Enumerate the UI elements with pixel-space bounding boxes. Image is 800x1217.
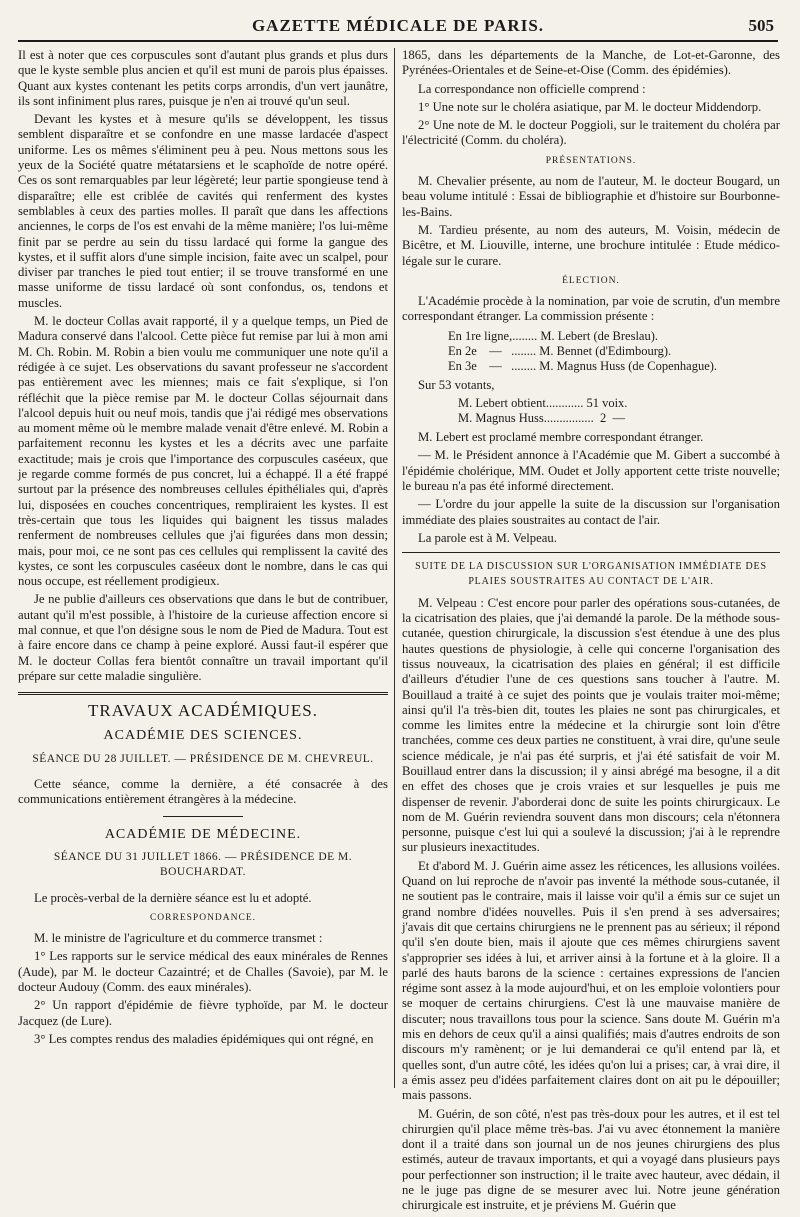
correspondance-label: CORRESPONDANCE. xyxy=(149,912,257,923)
paragraph: M. Lebert est proclamé membre correspondant étranger. xyxy=(418,430,704,445)
vote-row: M. Lebert obtient............ 51 voix. xyxy=(458,396,628,411)
list-item: 2° Un rapport d'épidémie de fièvre typhoïde, par M. le docteur Jacquez (de Lure). xyxy=(18,998,388,1028)
candidates-list xyxy=(448,329,780,374)
paragraph: M. Chevalier présente, au nom de l'auteur, M. le docteur Bougard, un beau volume intitulé : Essai de bibliographie et d'histoire sur Bourbonne-les-Bains. xyxy=(402,174,780,219)
paragraph: 1865, dans les départements de la Manche, de Lot-et-Garonne, des Pyrénées-Orientales et de Seine-et-Oise (Comm. des épidémies). xyxy=(402,48,780,78)
paragraph: La correspondance non officielle comprend : xyxy=(418,81,646,96)
journal-title: GAZETTE MÉDICALE DE PARIS. xyxy=(251,16,545,35)
paragraph: Cette séance, comme la dernière, a été consacrée à des communications entièrement étrangères à la médecine. xyxy=(18,777,388,807)
candidate-row: En 1re ligne,........ M. Lebert (de Breslau). xyxy=(448,328,659,343)
paragraph: Il est à noter que ces corpuscules sont d'autant plus grands et plus durs que le kyste semble plus ancien et qu'il est muni de parois plus épaisses. Quant aux kystes contenant les petits corps arrondis, d'un vert jaunâtre, ils sont infiniment plus rares, puisque je n'en ai trouvé qu'un seul. xyxy=(18,48,388,108)
paragraph: M. le ministre de l'agriculture et du commerce transmet : xyxy=(34,931,323,946)
vote-row: M. Magnus Huss................ 2 — xyxy=(458,411,626,426)
paragraph: M. Guérin, de son côté, n'est pas très-doux pour les autres, et il est tel chirurgien qu'il place même très-bas. J'ai vu avec étonnement la manière dont il a traité dans son journal un de nos jeunes chirurgiens des plus estimés, auteur de travaux importants, et qui a voyagé dans plusieurs pays pour perfectionner son instruction; il le traite avec hauteur, avec dédain, il ne le juge pas digne de se mesurer avec lui. Notre jeune génération chirurgicale est instruite, et je préviens M. Guérin que xyxy=(402,1106,780,1213)
discussion-title: SUITE DE LA DISCUSSION SUR L'ORGANISATION IMMÉDIATE DES PLAIES SOUSTRAITES AU CONTACT DE L'AIR. xyxy=(415,561,767,588)
list-item: 1° Une note sur le choléra asiatique, par M. le docteur Middendorp. xyxy=(418,99,762,114)
election-label: ÉLECTION. xyxy=(562,275,620,286)
paragraph: La parole est à M. Velpeau. xyxy=(418,530,557,545)
paragraph: M. le docteur Collas avait rapporté, il y a quelque temps, un Pied de Madura conservé dans l'alcool. Cette pièce fut remise par lui à mon ami M. Ch. Robin. M. Robin a bien voulu me communiquer une note qu'il a rédigée à ce sujet. Les observations du savant professeur ne s'accordent pas entièrement avec les miennes; mais ce fait s'explique, si l'on réfléchit que la pièce remise par M. le docteur Collas séjournait dans l'alcool depuis huit ou neuf mois, tandis que j'ai rédigé mes observations au moment même où le membre malade venait d'être enlevé. M. Robin a parfaitement reconnu les kystes et les a décrits avec une parfaite exactitude; mais je crois que l'importance des corpuscules caséeux, que je regarde comme formés de pus concret, lui a échappé. Il a été frappé surtout par la présence des nombreuses cellules épithéliales qui, d'après lui, disposées en couches concentriques, rempliraient les kystes. Il est très-certain que tous les liquides qui baignent les tissus malades renferment de nombreuses cellules que j'ai figurées dans mon dessin; mais, pour moi, ce ne sont pas ces cellules qui remplissent la cavité des kystes, ce sont les corpuscules caséeux dont le nombre, dans le cas qui nous occupe, est réellement prodigieux. xyxy=(18,314,388,589)
left-column xyxy=(18,48,388,1050)
academy-heading-sciences: ACADÉMIE DES SCIENCES. xyxy=(103,728,303,744)
paragraph: Sur 53 votants, xyxy=(418,377,495,392)
right-column xyxy=(402,48,780,1217)
section-title: TRAVAUX ACADÉMIQUES. xyxy=(87,701,318,721)
list-item: 2° Une note de M. le docteur Poggioli, sur le traitement du choléra par l'électricité (Comm. du choléra). xyxy=(402,118,780,148)
session-heading-medicine: SÉANCE DU 31 JUILLET 1866. — PRÉSIDENCE DE M. BOUCHARDAT. xyxy=(53,850,353,879)
paragraph: — M. le Président annonce à l'Académie que M. Gibert a succombé à l'épidémie cholérique, MM. Oudet et Jolly apportent cette triste nouvelle; le bureau n'a pas été informé directement. xyxy=(402,448,780,493)
section-divider xyxy=(402,552,780,553)
candidate-row: En 3e — ........ M. Magnus Huss (de Copenhague). xyxy=(448,358,718,373)
vote-results xyxy=(458,396,780,426)
column-divider xyxy=(394,48,395,1088)
list-item: 1° Les rapports sur le service médical des eaux minérales de Rennes (Aude), par M. le docteur Cazaintré; et de Challes (Savoie), par M. le docteur Audouy (Comm. des eaux minérales). xyxy=(18,949,388,995)
short-divider xyxy=(163,816,243,817)
paragraph: Je ne publie d'ailleurs ces observations que dans le but de contribuer, autant qu'il m'est possible, à l'histoire de la curieuse affection encore si mal connue, et que l'on désigne sous le nom de Pied de Madura. Tout est à faire encore dans ce champ à peine exploré. Aussi faut-il espérer que M. le docteur Collas fera bientôt connaître un travail important qu'il prépare sur cette maladie singulière. xyxy=(18,592,388,683)
section-divider xyxy=(18,692,388,695)
candidate-row: En 2e — ........ M. Bennet (d'Edimbourg). xyxy=(448,343,672,358)
paragraph: Le procès-verbal de la dernière séance est lu et adopté. xyxy=(34,890,312,905)
page-number: 505 xyxy=(748,16,774,35)
paragraph: M. Tardieu présente, au nom des auteurs, M. Voisin, médecin de Bicêtre, et M. Liouville, interne, une brochure intitulée : Etude médico-légale sur le curare. xyxy=(402,222,780,268)
paragraph: — L'ordre du jour appelle la suite de la discussion sur l'organisation immédiate des plaies soustraites au contact de l'air. xyxy=(402,497,780,527)
paragraph: L'Académie procède à la nomination, par voie de scrutin, d'un membre correspondant étranger. La commission présente : xyxy=(402,294,780,324)
page-header xyxy=(18,10,778,42)
presentations-label: PRÉSENTATIONS. xyxy=(545,155,637,166)
session-heading-sciences: SÉANCE DU 28 JUILLET. — PRÉSIDENCE DE M. CHEVREUL. xyxy=(32,752,374,765)
paragraph: M. Velpeau : C'est encore pour parler des opérations sous-cutanées, de la cicatrisation des plaies, que j'ai demandé la parole. De la méthode sous-cutanée, question chirurgicale, la discussion s'est étendue à une des plus hautes questions de physiologie, à celle qui concerne l'organisation des tissus nouveaux, la cicatrisation des plaies en général; il est difficile d'ailleurs d'étudier l'une de ces questions sans toucher à l'autre. M. Bouillaud a traité à ce sujet des points que je voulais traiter moi-même; ainsi qu'il l'a très-bien dit, toutes les plaies ne sont pas chirurgicales, et comme les limites entre la médecine et la chirurgie sont loin d'être tranchées, comme ces deux parties ne constituent, à vrai dire, qu'une seule science médicale, je n'ai pas été surpris, et j'ai été satisfait de voir M. Bouillaud entrer dans la discussion; il y ainsi abrégé ma besogne, il a dit en effet des choses que je crois vraies et sur lesquelles je puis me dispenser de revenir. J'aborderai donc de suite les points chirurgicaux. Le nom de M. Guérin reviendra souvent dans mon discours; cela n'étonnera personne, puisque c'est lui qui a soulevé la discussion; j'ai à le reprendre sur plusieurs inexactitudes. xyxy=(402,595,780,855)
paragraph: Devant les kystes et à mesure qu'ils se développent, les tissus semblent disparaître et se confondre en une masse lardacée d'aspect uniforme. Les os mêmes s'éliminent peu à peu. Nous mettons sous les yeux de la Société quatre métatarsiens et le scaphoïde de notre opéré. Ces os sont remarquables par leur légèreté; leur partie spongieuse tend à disparaître; elle est criblée de cavités qui renferment des kystes semblables à ceux des parties molles. Il paraît que dans les affections anciennes, le corps de l'os est envahi de la même manière; l'os lui-même finit par se perdre au sein du tissu lardacé qui forme la gangue des kystes, et il suffit alors d'une simple incision, faite avec un scalpel, pour diviser par tranches le pied tout entier; il se trouve transformé en une masse uniforme de tissu lardacé où sont confondus, os, tendons et muscles. xyxy=(18,112,388,310)
academy-heading-medicine: ACADÉMIE DE MÉDECINE. xyxy=(104,826,302,842)
paragraph: Et d'abord M. J. Guérin aime assez les réticences, les allusions voilées. Quand on lui reproche de n'avoir pas inventé la méthode sous-cutanée, il ne soutient pas le contraire, mais il laisse voir qu'il a émis sur ce sujet un grand nombre d'idées nouvelles. Puis il s'en prend à ses adversaires; j'avais dit que certains chirurgiens ne le prennent pas au sérieux; il répond qu'il s'en doute bien, mais il ajoute que ces mêmes chirurgiens savent s'approprier ses idées à lui, et arriver ainsi à la fortune et à la gloire. Il a parlé des hauts barons de la science : certaines expressions de l'ancien régime sont assez à la mode aujourd'hui, et on les emploie volontiers pour se moquer de certains chirurgiens. C'est là une mauvaise manière de discuter; nous travaillons tous pour la science. Sans doute M. Guérin m'a mis en dehors de ceux qu'il a ainsi qualifiés; mais d'autres endroits de son discours m'y ramènent; or je lui demanderai ce qu'il entend par là, et quelles sont, d'un autre côté, les idées qu'on lui a prises; car, à vrai dire, il a émis assez peu d'idées parfaitement claires dont on ait pu le dépouiller; mais passons. xyxy=(402,858,780,1103)
list-item: 3° Les comptes rendus des maladies épidémiques qui ont régné, en xyxy=(34,1031,374,1046)
